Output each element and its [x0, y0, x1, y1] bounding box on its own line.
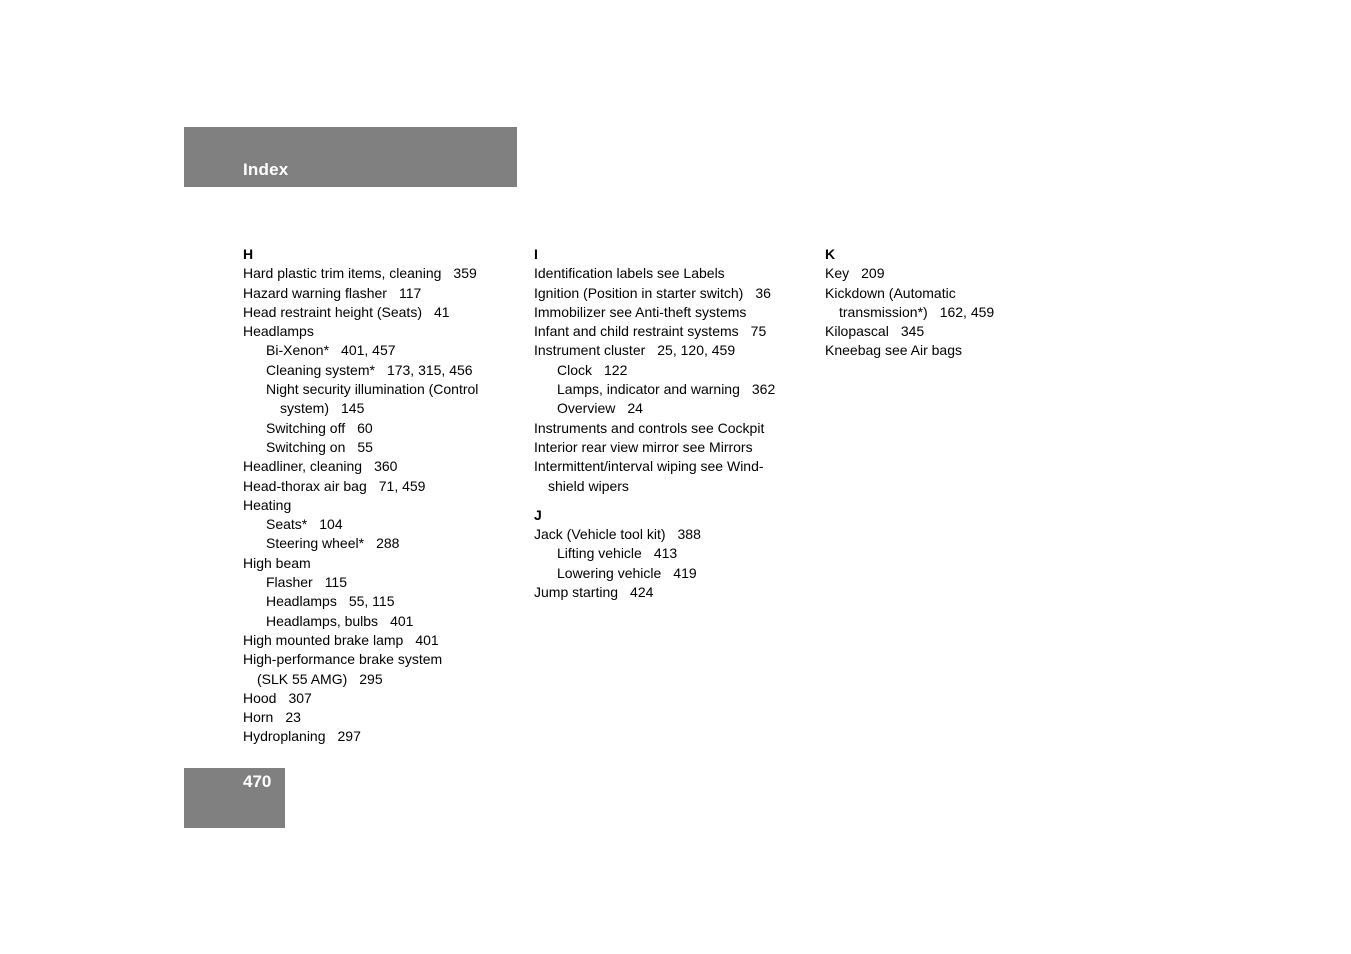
index-entry — [243, 689, 523, 708]
entry-text: Ignition (Position in starter switch) — [534, 284, 744, 301]
index-subentry — [243, 419, 523, 438]
index-subentry — [243, 361, 523, 380]
page-ref: 173, 315, 456 — [386, 361, 473, 378]
index-entry — [534, 264, 814, 283]
index-subentry — [243, 438, 523, 457]
index-entry — [825, 322, 1105, 341]
index-entry — [534, 341, 814, 360]
entry-text: Headliner, cleaning — [243, 458, 363, 475]
index-entry — [243, 322, 523, 341]
page-ref: 117 — [398, 284, 422, 301]
section-letter: H — [243, 246, 254, 262]
page-ref: 24 — [627, 400, 643, 417]
entry-text: Kickdown (Automatic — [825, 284, 956, 301]
page-ref: 345 — [900, 323, 925, 340]
index-entry-continuation — [534, 477, 814, 496]
page-ref: 23 — [285, 709, 301, 726]
entry-text: Jump starting — [534, 584, 619, 601]
entry-text: Headlamps — [266, 593, 337, 610]
entry-text: Headlamps — [243, 323, 314, 340]
entry-text: Lamps, indicator and warning — [557, 381, 740, 398]
page-ref: 71, 459 — [378, 477, 426, 494]
page-ref: 413 — [653, 545, 678, 562]
index-column-i-j — [534, 245, 814, 602]
index-column-k — [825, 245, 1105, 361]
index-entry — [243, 264, 523, 283]
entry-text: Night security illumination (Control — [266, 381, 479, 398]
page-ref: 36 — [755, 284, 771, 301]
page-ref: 60 — [357, 419, 373, 436]
index-subentry — [243, 380, 523, 399]
index-entry — [243, 727, 523, 746]
entry-text: Seats* — [266, 516, 308, 533]
entry-text: system) — [280, 400, 329, 417]
page-ref: 25, 120, 459 — [657, 342, 736, 359]
page-ref: 388 — [677, 526, 701, 543]
entry-text: High beam — [243, 554, 311, 571]
page-ref: 362 — [751, 381, 776, 398]
index-subentry — [534, 564, 814, 583]
page-ref: 360 — [374, 458, 398, 475]
page-ref: 209 — [861, 265, 885, 282]
entry-text: Flasher — [266, 574, 313, 591]
entry-text: shield wipers — [548, 477, 629, 494]
entry-text: Heating — [243, 496, 292, 513]
index-entry — [243, 631, 523, 650]
page-ref: 419 — [673, 564, 697, 581]
index-entry — [825, 341, 1105, 360]
entry-text: Horn — [243, 709, 274, 726]
index-entry — [243, 650, 523, 669]
entry-text: Bi-Xenon* — [266, 342, 330, 359]
section-letter: J — [534, 506, 542, 523]
entry-text: Lifting vehicle — [557, 545, 642, 562]
entry-text: Immobilizer see Anti-theft systems — [534, 303, 747, 320]
page-ref: 115 — [324, 574, 348, 591]
page-ref: 307 — [288, 689, 312, 706]
entry-text: Hood — [243, 689, 277, 706]
entry-text: Key — [825, 265, 850, 282]
index-entry — [243, 303, 523, 322]
entry-text: Jack (Vehicle tool kit) — [534, 526, 666, 543]
index-subentry — [243, 573, 523, 592]
entry-text: (SLK 55 AMG) — [257, 670, 348, 687]
page-ref: 401 — [390, 612, 414, 629]
index-entry-continuation — [243, 670, 523, 689]
entry-text: Instrument cluster — [534, 342, 646, 359]
index-entry — [534, 419, 814, 438]
entry-text: High mounted brake lamp — [243, 631, 404, 648]
page-ref: 162, 459 — [939, 303, 995, 320]
entry-text: High-performance brake system — [243, 651, 443, 668]
index-subentry — [243, 515, 523, 534]
page-ref: 55, 115 — [348, 593, 395, 610]
page-ref: 401, 457 — [341, 342, 396, 359]
entry-text: Hydroplaning — [243, 728, 326, 745]
index-entry — [825, 264, 1105, 283]
page-ref: 41 — [433, 303, 450, 320]
page-ref: 401 — [415, 631, 439, 648]
page-ref: 104 — [319, 516, 343, 533]
entry-text: Kilopascal — [825, 323, 889, 340]
index-entry — [534, 438, 814, 457]
index-subentry — [243, 534, 523, 553]
entry-text: Intermittent/interval wiping see Wind- — [534, 458, 764, 475]
index-subentry — [534, 361, 814, 380]
index-entry — [534, 303, 814, 322]
page-ref: 295 — [359, 670, 383, 687]
index-entry — [534, 457, 814, 476]
entry-text: Head restraint height (Seats) — [243, 303, 422, 320]
entry-text: Instruments and controls see Cockpit — [534, 419, 765, 436]
page-ref: 297 — [337, 728, 361, 745]
index-entry — [243, 496, 523, 515]
index-entry — [825, 284, 1105, 303]
header-bar — [184, 127, 517, 187]
section-letter: K — [825, 246, 836, 262]
index-subentry — [534, 544, 814, 563]
page-ref: 359 — [453, 265, 477, 282]
entry-text: Headlamps, bulbs — [266, 612, 379, 629]
page-ref: 288 — [376, 535, 400, 552]
page-ref: 55 — [357, 438, 373, 455]
index-entry — [534, 583, 814, 602]
index-entry — [534, 525, 814, 544]
index-entry — [243, 284, 523, 303]
entry-text: Switching on — [266, 438, 346, 455]
page-number: 470 — [243, 772, 272, 791]
entry-text: Identification labels see Labels — [534, 265, 725, 282]
index-column-h — [243, 245, 523, 747]
index-entry — [243, 477, 523, 496]
page-ref: 122 — [604, 361, 628, 378]
index-entry — [534, 284, 814, 303]
page-ref: 75 — [750, 323, 767, 340]
index-entry — [243, 708, 523, 727]
entry-text: Overview — [557, 400, 616, 417]
index-entry — [243, 457, 523, 476]
entry-text: Switching off — [266, 419, 346, 436]
index-entry-continuation — [825, 303, 1105, 322]
section-letter: I — [534, 246, 538, 262]
index-entry — [534, 322, 814, 341]
page-number-box — [184, 768, 285, 828]
entry-text: Steering wheel* — [266, 535, 365, 552]
page-ref: 145 — [341, 400, 365, 417]
entry-text: Kneebag see Air bags — [825, 342, 962, 359]
page-ref: 424 — [630, 584, 654, 601]
index-subentry — [243, 592, 523, 611]
index-subentry-continuation — [243, 399, 523, 418]
entry-text: Hard plastic trim items, cleaning — [243, 265, 442, 282]
entry-text: Clock — [557, 361, 593, 378]
entry-text: Cleaning system* — [266, 361, 375, 378]
entry-text: transmission*) — [839, 303, 928, 320]
page-title: Index — [243, 160, 289, 179]
entry-text: Lowering vehicle — [557, 564, 662, 581]
entry-text: Infant and child restraint systems — [534, 323, 739, 340]
entry-text: Interior rear view mirror see Mirrors — [534, 438, 753, 455]
index-subentry — [534, 399, 814, 418]
entry-text: Hazard warning flasher — [243, 284, 387, 301]
index-subentry — [243, 612, 523, 631]
entry-text: Head-thorax air bag — [243, 477, 367, 494]
section-gap — [534, 496, 814, 506]
index-subentry — [534, 380, 814, 399]
index-subentry — [243, 341, 523, 360]
index-entry — [243, 554, 523, 573]
